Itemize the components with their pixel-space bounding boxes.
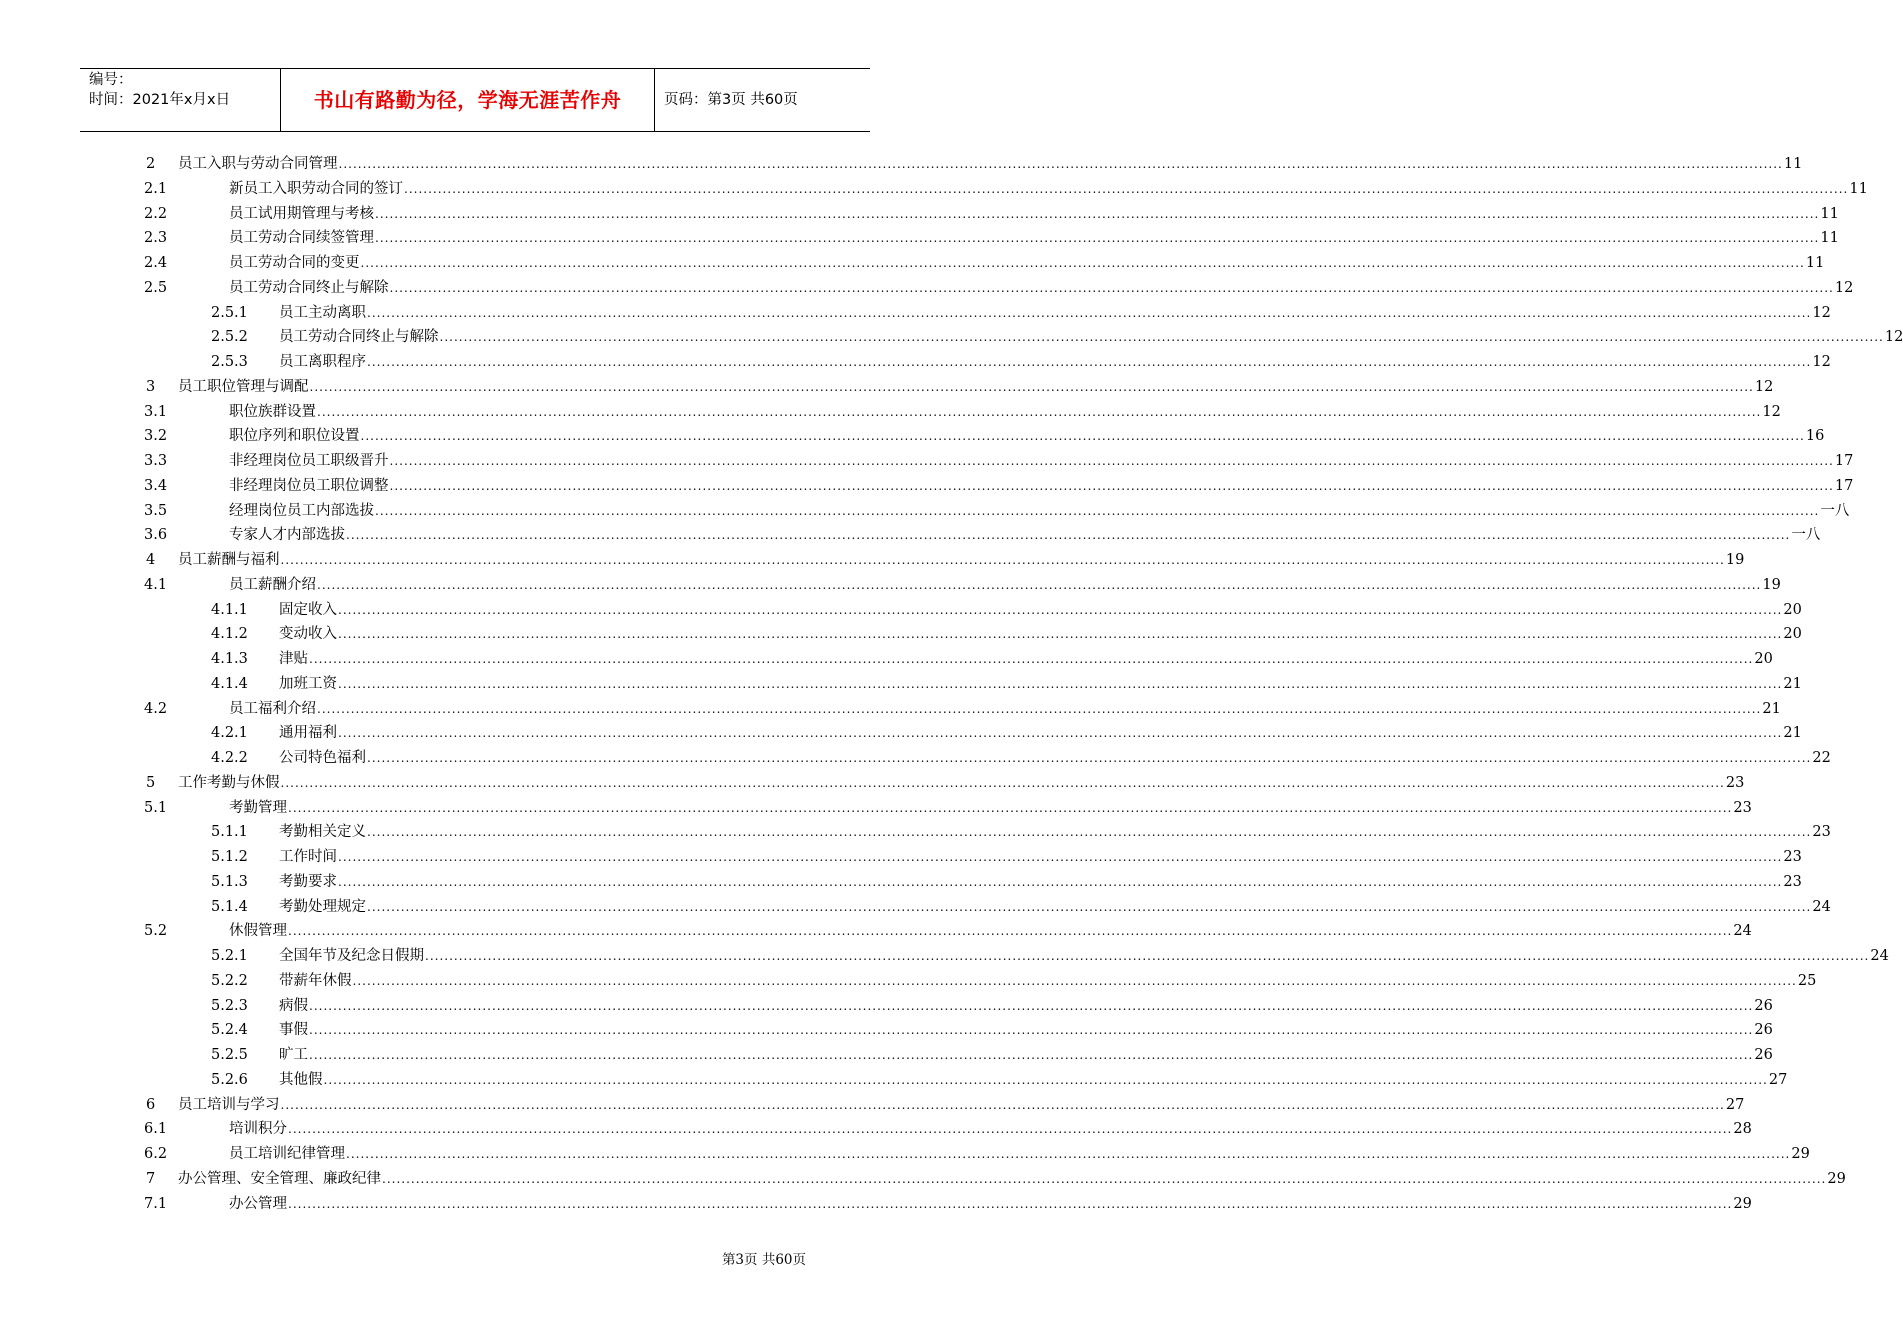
toc-entry-title-line xyxy=(178,152,1803,177)
header-motto: 书山有路勤为径，学海无涯苦作舟 xyxy=(281,69,655,131)
toc-entry-title-line xyxy=(279,845,1802,870)
toc-leader-dots: ............................................................................................................................................................................................................................................................................................................ xyxy=(346,1147,1791,1161)
toc-entry-number: 2.5 xyxy=(144,279,168,296)
toc-entry[interactable] xyxy=(0,474,1854,499)
toc-entry-title-line xyxy=(279,746,1831,771)
toc-entry-title-line xyxy=(279,895,1831,920)
toc-entry-title-line xyxy=(178,771,1745,796)
toc-entry-title: 办公管理、安全管理、廉政纪律 xyxy=(178,1170,381,1187)
toc-entry-title-line xyxy=(279,721,1802,746)
toc-entry[interactable] xyxy=(0,523,1821,548)
toc-entry[interactable] xyxy=(0,499,1850,524)
toc-entry[interactable] xyxy=(0,1068,1788,1093)
toc-leader-dots: ............................................................................................................................................................................................................................................................................................................ xyxy=(382,1171,1827,1186)
toc-entry[interactable] xyxy=(0,548,1745,573)
toc-entry-title: 休假管理 xyxy=(229,923,287,940)
toc-entry-number: 2.1 xyxy=(144,180,168,197)
toc-entry-title-line xyxy=(229,177,1868,202)
toc-entry-number: 4.2.2 xyxy=(211,750,248,766)
toc-entry-title: 旷工 xyxy=(279,1047,308,1063)
toc-entry-page: 23 xyxy=(1783,849,1802,865)
toc-entry-page: 26 xyxy=(1754,1047,1773,1063)
toc-entry-title: 员工离职程序 xyxy=(279,354,366,370)
toc-entry-page: 20 xyxy=(1754,651,1773,667)
toc-leader-dots: ............................................................................................................................................................................................................................................................................................................ xyxy=(367,899,1812,914)
toc-leader-dots: ............................................................................................................................................................................................................................................................................................................ xyxy=(439,330,1884,345)
toc-entry[interactable] xyxy=(0,895,1831,920)
toc-entry-title: 变动收入 xyxy=(279,626,337,643)
toc-entry-page: 26 xyxy=(1754,1022,1773,1039)
toc-leader-dots: ............................................................................................................................................................................................................................................................................................................ xyxy=(288,1196,1733,1211)
toc-entry-title: 员工培训纪律管理 xyxy=(229,1146,345,1162)
toc-leader-dots: ............................................................................................................................................................................................................................................................................................................ xyxy=(404,181,1849,196)
toc-entry-number: 7 xyxy=(146,1170,156,1187)
toc-entry-page: 23 xyxy=(1733,799,1752,816)
toc-entry-page: 23 xyxy=(1783,873,1802,890)
toc-entry-page: 28 xyxy=(1733,1121,1752,1138)
toc-leader-dots: ............................................................................................................................................................................................................................................................................................................ xyxy=(323,1072,1768,1087)
toc-entry-number: 5.1 xyxy=(144,799,168,816)
toc-entry-page: 29 xyxy=(1733,1195,1752,1212)
toc-entry-title-line xyxy=(178,548,1745,573)
toc-entry-page: 11 xyxy=(1820,205,1839,222)
toc-entry-title: 其他假 xyxy=(279,1071,323,1088)
toc-entry-number: 2.5.2 xyxy=(211,329,248,346)
toc-entry-number: 5.2 xyxy=(144,923,168,940)
toc-entry-number: 3.5 xyxy=(144,502,168,519)
toc-entry[interactable] xyxy=(0,919,1752,944)
toc-entry[interactable] xyxy=(0,969,1817,994)
toc-entry-page: 24 xyxy=(1812,898,1831,915)
toc-entry[interactable] xyxy=(0,771,1745,796)
toc-entry-title: 员工职位管理与调配 xyxy=(178,378,309,395)
toc-entry-number: 2.3 xyxy=(144,230,168,247)
toc-entry-page: 12 xyxy=(1812,304,1831,321)
toc-leader-dots: ............................................................................................................................................................................................................................................................................................................ xyxy=(280,1097,1725,1112)
toc-entry-number: 6 xyxy=(146,1096,156,1113)
toc-entry-title: 考勤要求 xyxy=(279,873,337,890)
toc-entry-number: 3.2 xyxy=(144,428,168,445)
toc-entry-title: 员工劳动合同终止与解除 xyxy=(229,279,389,296)
toc-entry[interactable] xyxy=(0,622,1802,647)
toc-entry[interactable] xyxy=(0,202,1839,227)
header-meta xyxy=(80,69,281,131)
toc-entry-title: 员工薪酬与福利 xyxy=(178,552,280,568)
toc-entry[interactable] xyxy=(0,1018,1773,1043)
toc-entry[interactable] xyxy=(0,672,1802,697)
toc-entry-title: 通用福利 xyxy=(279,725,337,742)
toc-entry-title-line xyxy=(279,820,1831,845)
toc-entry-title: 职位序列和职位设置 xyxy=(229,428,360,445)
toc-entry-page: 20 xyxy=(1783,626,1802,643)
toc-leader-dots: ............................................................................................................................................................................................................................................................................................................ xyxy=(352,973,1797,988)
toc-entry-number: 5.2.2 xyxy=(211,972,248,989)
toc-entry-title-line xyxy=(279,944,1889,969)
toc-entry-title: 病假 xyxy=(279,997,308,1014)
toc-entry-title-line xyxy=(229,573,1781,598)
toc-entry-number: 5.1.4 xyxy=(211,898,248,915)
toc-entry[interactable] xyxy=(0,573,1781,598)
toc-entry-title-line xyxy=(279,994,1773,1019)
toc-entry-title-line xyxy=(279,870,1802,895)
toc-entry[interactable] xyxy=(0,721,1802,746)
toc-entry[interactable] xyxy=(0,870,1802,895)
toc-entry-page: 29 xyxy=(1791,1146,1810,1162)
toc-entry[interactable] xyxy=(0,746,1831,771)
toc-entry-number: 3.1 xyxy=(144,403,168,420)
toc-entry-page: 12 xyxy=(1762,403,1781,420)
toc-entry-title-line xyxy=(229,400,1781,425)
toc-entry-number: 4.1 xyxy=(144,576,168,593)
toc-entry-title: 员工福利介绍 xyxy=(229,700,316,717)
toc-entry[interactable] xyxy=(0,1117,1752,1142)
toc-entry[interactable] xyxy=(0,820,1831,845)
toc-leader-dots: ............................................................................................................................................................................................................................................................................................................ xyxy=(317,701,1762,716)
toc-entry-title-line xyxy=(279,301,1831,326)
toc-leader-dots: ............................................................................................................................................................................................................................................................................................................ xyxy=(360,429,1805,444)
toc-entry[interactable] xyxy=(0,375,1774,400)
toc-leader-dots: ............................................................................................................................................................................................................................................................................................................ xyxy=(309,998,1754,1013)
toc-entry-title-line xyxy=(279,647,1773,672)
toc-entry-number: 4.1.4 xyxy=(211,675,248,692)
toc-entry-title: 非经理岗位员工职位调整 xyxy=(229,477,389,494)
toc-entry-page: 12 xyxy=(1812,354,1831,370)
toc-entry-page: 27 xyxy=(1725,1096,1745,1113)
toc-entry-page: 21 xyxy=(1762,700,1781,717)
toc-entry-page: 一八 xyxy=(1791,527,1821,544)
toc-entry-page: 21 xyxy=(1783,725,1802,742)
toc-entry-page: 24 xyxy=(1733,923,1752,940)
toc-entry-title-line xyxy=(279,1018,1773,1043)
toc-entry-page: 12 xyxy=(1754,378,1774,395)
toc-leader-dots: ............................................................................................................................................................................................................................................................................................................ xyxy=(389,454,1834,468)
toc-leader-dots: ............................................................................................................................................................................................................................................................................................................ xyxy=(280,775,1725,790)
toc-entry-title-line xyxy=(279,672,1802,697)
toc-leader-dots: ............................................................................................................................................................................................................................................................................................................ xyxy=(317,404,1762,419)
toc-entry-title-line xyxy=(279,350,1831,375)
toc-leader-dots: ............................................................................................................................................................................................................................................................................................................ xyxy=(309,1048,1754,1062)
toc-entry-page: 23 xyxy=(1725,774,1745,791)
toc-leader-dots: ............................................................................................................................................................................................................................................................................................................ xyxy=(367,751,1812,765)
toc-leader-dots: ............................................................................................................................................................................................................................................................................................................ xyxy=(338,602,1783,617)
toc-entry-number: 2 xyxy=(146,156,156,172)
toc-leader-dots: ............................................................................................................................................................................................................................................................................................................ xyxy=(389,280,1834,295)
toc-entry-number: 5.2.3 xyxy=(211,997,248,1014)
toc-entry-title-line xyxy=(229,796,1752,821)
toc-entry-number: 4.2 xyxy=(144,700,168,717)
toc-entry[interactable] xyxy=(0,424,1825,449)
toc-entry-title: 事假 xyxy=(279,1022,308,1039)
toc-entry-title: 员工薪酬介绍 xyxy=(229,576,316,593)
toc-entry[interactable] xyxy=(0,177,1868,202)
toc-entry-page: 一八 xyxy=(1820,502,1850,519)
toc-entry[interactable] xyxy=(0,697,1781,722)
toc-entry-number: 3.3 xyxy=(144,453,168,469)
toc-entry-page: 12 xyxy=(1884,329,1903,346)
toc-entry-title: 考勤处理规定 xyxy=(279,898,366,915)
toc-leader-dots: ............................................................................................................................................................................................................................................................................................................ xyxy=(309,1023,1754,1038)
toc-entry-title: 员工劳动合同终止与解除 xyxy=(279,329,439,346)
toc-leader-dots: ............................................................................................................................................................................................................................................................................................................ xyxy=(309,652,1754,666)
toc-entry-title: 加班工资 xyxy=(279,675,337,692)
toc-entry-title-line xyxy=(229,226,1839,251)
toc-entry-page: 22 xyxy=(1812,750,1831,766)
toc-entry-page: 12 xyxy=(1834,279,1854,296)
page-header xyxy=(80,68,870,132)
toc-entry-title: 非经理岗位员工职级晋升 xyxy=(229,453,389,469)
toc-entry-number: 5.2.5 xyxy=(211,1047,248,1063)
toc-leader-dots: ............................................................................................................................................................................................................................................................................................................ xyxy=(389,478,1834,493)
toc-entry-number: 2.4 xyxy=(144,255,168,271)
toc-entry-title: 员工培训与学习 xyxy=(178,1096,280,1113)
toc-entry-number: 5.2.6 xyxy=(211,1071,248,1088)
toc-entry-page: 26 xyxy=(1754,997,1773,1014)
toc-entry[interactable] xyxy=(0,350,1831,375)
toc-entry-title: 考勤管理 xyxy=(229,799,287,816)
toc-entry-number: 5.2.1 xyxy=(211,948,248,964)
toc-entry-number: 5 xyxy=(146,774,156,791)
toc-entry-number: 3 xyxy=(146,378,156,395)
toc-entry-page: 29 xyxy=(1827,1170,1846,1187)
toc-leader-dots: ............................................................................................................................................................................................................................................................................................................ xyxy=(360,256,1805,270)
toc-entry-page: 17 xyxy=(1834,453,1854,469)
toc-entry-title: 公司特色福利 xyxy=(279,750,366,766)
toc-entry-title: 带薪年休假 xyxy=(279,972,352,989)
toc-entry-page: 19 xyxy=(1725,552,1745,568)
toc-entry-page: 23 xyxy=(1812,824,1831,841)
toc-entry-title-line xyxy=(229,202,1839,227)
toc-entry-title: 新员工入职劳动合同的签订 xyxy=(229,180,403,197)
toc-entry[interactable] xyxy=(0,994,1773,1019)
toc-entry-title-line xyxy=(229,251,1825,276)
toc-entry-number: 3.6 xyxy=(144,527,168,544)
toc-entry-title: 全国年节及纪念日假期 xyxy=(279,948,424,964)
toc-entry-title-line xyxy=(229,276,1854,301)
toc-entry-number: 5.2.4 xyxy=(211,1022,248,1039)
serial-label: 编号： xyxy=(89,72,133,88)
toc-entry-page: 11 xyxy=(1849,180,1868,197)
toc-entry-number: 6.2 xyxy=(144,1146,168,1162)
header-page-info: 页码：第3页 共60页 xyxy=(664,92,798,108)
toc-leader-dots: ............................................................................................................................................................................................................................................................................................................ xyxy=(288,800,1733,815)
toc-entry-title-line xyxy=(178,375,1774,400)
toc-leader-dots: ............................................................................................................................................................................................................................................................................................................ xyxy=(367,305,1812,320)
toc-entry-page: 11 xyxy=(1820,230,1839,247)
page-footer: 第3页 共60页 xyxy=(721,1252,806,1268)
toc-entry-title: 员工劳动合同续签管理 xyxy=(229,230,374,247)
toc-entry-title-line xyxy=(178,1093,1745,1118)
toc-leader-dots: ............................................................................................................................................................................................................................................................................................................ xyxy=(309,379,1754,394)
toc-leader-dots: ............................................................................................................................................................................................................................................................................................................ xyxy=(317,577,1762,592)
toc-entry-number: 2.2 xyxy=(144,205,168,222)
toc-entry-title-line xyxy=(229,474,1854,499)
toc-entry-title: 职位族群设置 xyxy=(229,403,316,420)
toc-entry-number: 7.1 xyxy=(144,1195,168,1212)
toc-entry-title: 固定收入 xyxy=(279,601,337,618)
toc-entry[interactable] xyxy=(0,944,1889,969)
toc-entry[interactable] xyxy=(0,251,1825,276)
toc-entry-number: 3.4 xyxy=(144,477,168,494)
toc-leader-dots: ............................................................................................................................................................................................................................................................................................................ xyxy=(338,627,1783,642)
toc-entry-title-line xyxy=(229,1117,1752,1142)
toc-entry-number: 4.2.1 xyxy=(211,725,248,742)
toc-entry-number: 5.1.3 xyxy=(211,873,248,890)
toc-entry[interactable] xyxy=(0,598,1802,623)
toc-entry[interactable] xyxy=(0,1043,1773,1068)
toc-leader-dots: ............................................................................................................................................................................................................................................................................................................ xyxy=(338,157,1783,171)
toc-entry-title: 培训积分 xyxy=(229,1121,287,1138)
toc-entry-page: 25 xyxy=(1797,972,1817,989)
toc-entry[interactable] xyxy=(0,152,1803,177)
toc-entry-title-line xyxy=(229,424,1825,449)
toc-leader-dots: ............................................................................................................................................................................................................................................................................................................ xyxy=(280,553,1725,567)
toc-entry[interactable] xyxy=(0,796,1752,821)
toc-entry-title: 工作时间 xyxy=(279,849,337,865)
toc-entry[interactable] xyxy=(0,1167,1846,1192)
toc-leader-dots: ............................................................................................................................................................................................................................................................................................................ xyxy=(338,726,1783,741)
toc-leader-dots: ............................................................................................................................................................................................................................................................................................................ xyxy=(338,850,1783,864)
toc-entry-title-line xyxy=(229,1192,1752,1217)
toc-entry[interactable] xyxy=(0,1192,1752,1217)
toc-entry-number: 2.5.1 xyxy=(211,304,248,321)
toc-entry-title: 考勤相关定义 xyxy=(279,824,366,841)
toc-entry-page: 17 xyxy=(1834,477,1854,494)
toc-entry[interactable] xyxy=(0,301,1831,326)
toc-entry-page: 27 xyxy=(1768,1071,1788,1088)
toc-entry-title-line xyxy=(279,622,1802,647)
toc-leader-dots: ............................................................................................................................................................................................................................................................................................................ xyxy=(338,676,1783,691)
toc-leader-dots: ............................................................................................................................................................................................................................................................................................................ xyxy=(425,949,1870,963)
toc-entry-page: 16 xyxy=(1805,428,1825,445)
toc-leader-dots: ............................................................................................................................................................................................................................................................................................................ xyxy=(367,825,1812,840)
toc-entry-title: 员工入职与劳动合同管理 xyxy=(178,156,338,172)
toc-entry-title-line xyxy=(279,598,1802,623)
toc-entry-number: 5.1.2 xyxy=(211,849,248,865)
toc-entry-title-line xyxy=(229,523,1821,548)
toc-entry-title-line xyxy=(178,1167,1846,1192)
toc-entry-title-line xyxy=(229,449,1854,474)
toc-entry-title-line xyxy=(229,697,1781,722)
toc-entry-title: 津贴 xyxy=(279,651,308,667)
toc-entry[interactable] xyxy=(0,449,1854,474)
toc-entry-title-line xyxy=(279,1068,1788,1093)
toc-leader-dots: ............................................................................................................................................................................................................................................................................................................ xyxy=(338,874,1783,889)
toc-entry[interactable] xyxy=(0,1142,1810,1167)
toc-entry-title-line xyxy=(279,325,1903,350)
toc-entry-number: 6.1 xyxy=(144,1121,168,1138)
toc-entry-page: 11 xyxy=(1805,255,1825,271)
toc-entry-page: 24 xyxy=(1870,948,1889,964)
toc-entry-number: 4.1.3 xyxy=(211,651,248,667)
toc-entry-title-line xyxy=(279,1043,1773,1068)
toc-entry-title-line xyxy=(279,969,1817,994)
toc-leader-dots: ............................................................................................................................................................................................................................................................................................................ xyxy=(367,355,1812,369)
toc-entry-title: 员工试用期管理与考核 xyxy=(229,205,374,222)
toc-entry-page: 11 xyxy=(1783,156,1803,172)
toc-entry[interactable] xyxy=(0,400,1781,425)
toc-entry-title: 员工主动离职 xyxy=(279,304,366,321)
toc-entry-number: 2.5.3 xyxy=(211,354,248,370)
toc-entry-number: 5.1.1 xyxy=(211,824,248,841)
toc-entry-page: 21 xyxy=(1783,675,1802,692)
toc-entry[interactable] xyxy=(0,845,1802,870)
toc-entry-number: 4 xyxy=(146,552,156,568)
toc-entry-title: 工作考勤与休假 xyxy=(178,774,280,791)
toc-entry-title: 办公管理 xyxy=(229,1195,287,1212)
toc-entry-title-line xyxy=(229,1142,1810,1167)
toc-entry-title: 经理岗位员工内部选拔 xyxy=(229,502,374,519)
toc-leader-dots: ............................................................................................................................................................................................................................................................................................................ xyxy=(288,924,1733,939)
toc-entry[interactable] xyxy=(0,276,1854,301)
toc-entry-title-line xyxy=(229,499,1850,524)
toc-entry-title: 员工劳动合同的变更 xyxy=(229,255,360,271)
toc-entry[interactable] xyxy=(0,226,1839,251)
toc-entry-number: 4.1.1 xyxy=(211,601,248,618)
toc-entry-page: 20 xyxy=(1783,601,1802,618)
toc-leader-dots: ............................................................................................................................................................................................................................................................................................................ xyxy=(375,206,1820,221)
toc-entry-number: 4.1.2 xyxy=(211,626,248,643)
toc-leader-dots: ............................................................................................................................................................................................................................................................................................................ xyxy=(346,528,1791,543)
toc-entry-title-line xyxy=(229,919,1752,944)
toc-entry[interactable] xyxy=(0,647,1773,672)
time-label: 时间：2021年x月x日 xyxy=(89,92,231,108)
toc-entry[interactable] xyxy=(0,1093,1745,1118)
toc-entry-title: 专家人才内部选拔 xyxy=(229,527,345,544)
toc-entry-page: 19 xyxy=(1762,576,1781,593)
toc-entry[interactable] xyxy=(0,325,1903,350)
toc-leader-dots: ............................................................................................................................................................................................................................................................................................................ xyxy=(375,231,1820,246)
toc-leader-dots: ............................................................................................................................................................................................................................................................................................................ xyxy=(375,503,1820,518)
toc-leader-dots: ............................................................................................................................................................................................................................................................................................................ xyxy=(288,1122,1733,1137)
